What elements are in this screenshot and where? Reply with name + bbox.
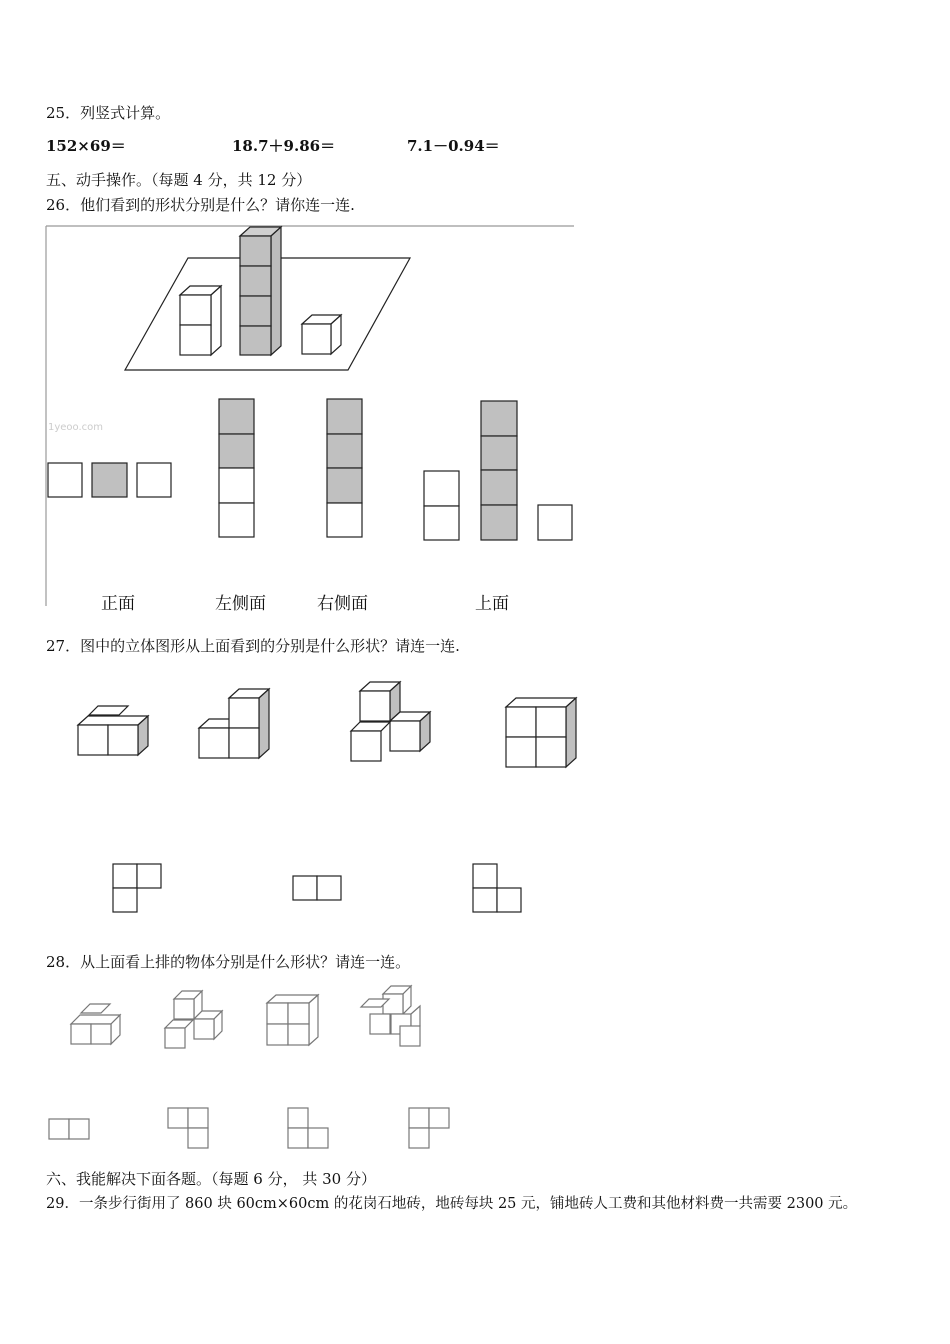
section5-title: 五、动手操作。（每题 4 分，共 12 分） [46, 171, 312, 189]
q26-title: 26．他们看到的形状分别是什么？请你连一连. [46, 196, 355, 214]
q25-expr-3: 7.1－0.94＝ [407, 137, 500, 155]
q28-title: 28．从上面看上排的物体分别是什么形状？请连一连。 [46, 953, 411, 971]
q25-expr-1: 152×69＝ [46, 137, 126, 155]
q27-title: 27．图中的立体图形从上面看到的分别是什么形状？请连一连. [46, 637, 460, 655]
label-right: 右侧面 [317, 594, 368, 614]
watermark: 1yeoo.com [48, 422, 104, 433]
label-front: 正面 [101, 594, 135, 614]
section6-title: 六、我能解决下面各题。（每题 6 分， 共 30 分） [46, 1170, 376, 1188]
q29-title: 29．一条步行街用了 860 块 60cm×60cm 的花岗石地砖，地砖每块 25 元，铺地砖人工费和其他材料费一共需要 2300 元。 [46, 1196, 858, 1212]
label-top: 上面 [475, 594, 509, 614]
q25-title: 25．列竖式计算。 [46, 104, 171, 122]
label-left: 左侧面 [215, 594, 266, 614]
q25-expr-2: 18.7＋9.86＝ [232, 137, 336, 155]
